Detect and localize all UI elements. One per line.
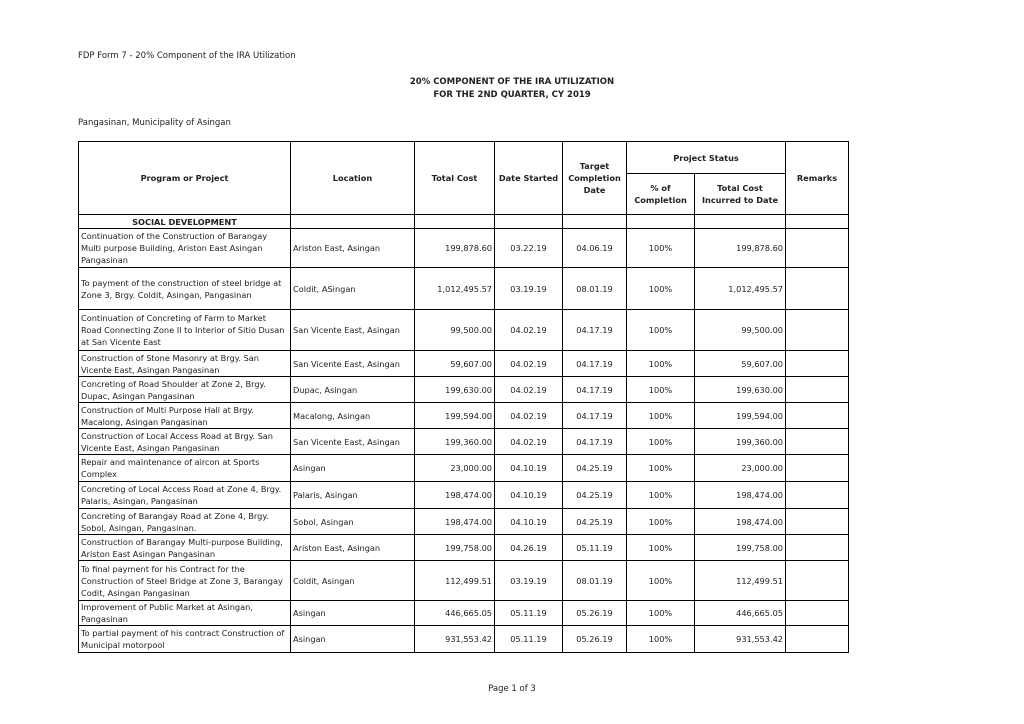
cell-remarks — [786, 455, 849, 482]
cell-program: Improvement of Public Market at Asingan, Pangasinan — [79, 601, 291, 626]
col-header-date-started: Date Started — [495, 142, 563, 215]
cell-target-completion: 04.17.19 — [563, 403, 627, 429]
cell-remarks — [786, 351, 849, 377]
report-title: 20% COMPONENT OF THE IRA UTILIZATION — [409, 77, 615, 87]
cell-cost-incurred: 112,499.51 — [695, 561, 786, 601]
cell-date-started: 05.11.19 — [495, 626, 563, 653]
cell-pct-completion: 100% — [627, 377, 695, 403]
cell-remarks — [786, 626, 849, 653]
cell-cost-incurred: 199,758.00 — [695, 535, 786, 561]
cell-total-cost: 199,878.60 — [415, 229, 495, 268]
table-body — [79, 215, 849, 653]
cell-total-cost: 199,758.00 — [415, 535, 495, 561]
cell-total-cost: 199,594.00 — [415, 403, 495, 429]
cell-remarks — [786, 377, 849, 403]
cell-target-completion: 04.06.19 — [563, 229, 627, 268]
table-row — [79, 601, 849, 626]
cell-remarks — [786, 601, 849, 626]
cell-date-started: 04.10.19 — [495, 509, 563, 535]
cell-location: Coldit, ASingan — [291, 268, 415, 310]
cell-pct-completion: 100% — [627, 601, 695, 626]
cell-location: Palaris, Asingan — [291, 482, 415, 509]
cell-target-completion: 08.01.19 — [563, 561, 627, 601]
cell-remarks — [786, 482, 849, 509]
table-row — [79, 403, 849, 429]
cell-total-cost: 99,500.00 — [415, 310, 495, 351]
cell-program: To payment of the construction of steel bridge at Zone 3, Brgy. Coldit, Asingan, Pangasinan — [79, 268, 291, 310]
cell-program: Construction of Stone Masonry at Brgy. San Vicente East, Asingan Pangasinan — [79, 351, 291, 377]
cell-program: Concreting of Road Shoulder at Zone 2, Brgy. Dupac, Asingan Pangasinan — [79, 377, 291, 403]
table-row — [79, 229, 849, 268]
cell-total-cost: 112,499.51 — [415, 561, 495, 601]
cell-remarks — [786, 403, 849, 429]
cell-program: Concreting of Local Access Road at Zone 4, Brgy. Palaris, Asingan, Pangasinan — [79, 482, 291, 509]
cell-pct-completion: 100% — [627, 455, 695, 482]
cell-program: Construction of Local Access Road at Brgy. San Vicente East, Asingan Pangasinan — [79, 429, 291, 455]
col-header-location: Location — [291, 142, 415, 215]
section-row — [79, 215, 849, 229]
cell-location: Asingan — [291, 601, 415, 626]
cell-pct-completion: 100% — [627, 310, 695, 351]
report-subtitle: FOR THE 2ND QUARTER, CY 2019 — [433, 90, 591, 100]
cell-date-started: 04.02.19 — [495, 403, 563, 429]
cell-location: Macalong, Asingan — [291, 403, 415, 429]
cell-total-cost: 23,000.00 — [415, 455, 495, 482]
cell-date-started: 04.02.19 — [495, 310, 563, 351]
col-header-program: Program or Project — [79, 142, 291, 215]
cell-target-completion: 04.25.19 — [563, 482, 627, 509]
cell-date-started: 04.10.19 — [495, 455, 563, 482]
cell-date-started: 03.22.19 — [495, 229, 563, 268]
cell-location: Dupac, Asingan — [291, 377, 415, 403]
cell-location: Ariston East, Asingan — [291, 535, 415, 561]
cell-remarks — [786, 429, 849, 455]
cell-cost-incurred: 1,012,495.57 — [695, 268, 786, 310]
cell-location: Ariston East, Asingan — [291, 229, 415, 268]
col-header-total-cost: Total Cost — [415, 142, 495, 215]
page-number: Page 1 of 3 — [488, 684, 536, 694]
utilization-table — [78, 141, 849, 653]
cell-total-cost: 198,474.00 — [415, 482, 495, 509]
cell-location: Coldit, Asingan — [291, 561, 415, 601]
cell-target-completion: 04.25.19 — [563, 509, 627, 535]
cell-cost-incurred: 99,500.00 — [695, 310, 786, 351]
cell-date-started: 04.26.19 — [495, 535, 563, 561]
cell-program: Repair and maintenance of aircon at Sports Complex — [79, 455, 291, 482]
cell-program: To final payment for his Contract for the Construction of Steel Bridge at Zone 3, Barangay Codit, Asingan Pangasinan — [79, 561, 291, 601]
cell-cost-incurred: 199,594.00 — [695, 403, 786, 429]
cell-target-completion: 04.25.19 — [563, 455, 627, 482]
cell-date-started: 04.10.19 — [495, 482, 563, 509]
cell-remarks — [786, 229, 849, 268]
cell-target-completion: 05.11.19 — [563, 535, 627, 561]
table-row — [79, 310, 849, 351]
cell-total-cost: 446,665.05 — [415, 601, 495, 626]
cell-date-started: 04.02.19 — [495, 429, 563, 455]
cell-program: Continuation of Concreting of Farm to Market Road Connecting Zone II to Interior of Sitio Dusan at San Vicente East — [79, 310, 291, 351]
cell-remarks — [786, 509, 849, 535]
cell-remarks — [786, 561, 849, 601]
table-row — [79, 351, 849, 377]
table-row — [79, 268, 849, 310]
cell-date-started: 04.02.19 — [495, 351, 563, 377]
cell-location: Asingan — [291, 626, 415, 653]
cell-pct-completion: 100% — [627, 626, 695, 653]
cell-pct-completion: 100% — [627, 561, 695, 601]
cell-target-completion: 04.17.19 — [563, 310, 627, 351]
section-label: SOCIAL DEVELOPMENT — [79, 215, 291, 229]
form-id: FDP Form 7 - 20% Component of the IRA Utilization — [78, 51, 296, 61]
cell-cost-incurred: 446,665.05 — [695, 601, 786, 626]
cell-target-completion: 08.01.19 — [563, 268, 627, 310]
cell-pct-completion: 100% — [627, 535, 695, 561]
cell-target-completion: 04.17.19 — [563, 377, 627, 403]
cell-target-completion: 04.17.19 — [563, 429, 627, 455]
cell-location: Sobol, Asingan — [291, 509, 415, 535]
cell-pct-completion: 100% — [627, 482, 695, 509]
cell-program: To partial payment of his contract Construction of Municipal motorpool — [79, 626, 291, 653]
cell-program: Concreting of Barangay Road at Zone 4, Brgy. Sobol, Asingan, Pangasinan. — [79, 509, 291, 535]
cell-location: San Vicente East, Asingan — [291, 310, 415, 351]
cell-pct-completion: 100% — [627, 403, 695, 429]
table-row — [79, 561, 849, 601]
cell-cost-incurred: 23,000.00 — [695, 455, 786, 482]
cell-total-cost: 199,360.00 — [415, 429, 495, 455]
cell-date-started: 03.19.19 — [495, 561, 563, 601]
cell-total-cost: 198,474.00 — [415, 509, 495, 535]
locality-line: Pangasinan, Municipality of Asingan — [78, 118, 231, 128]
cell-location: San Vicente East, Asingan — [291, 429, 415, 455]
cell-cost-incurred: 198,474.00 — [695, 482, 786, 509]
table-row — [79, 377, 849, 403]
table-row — [79, 482, 849, 509]
cell-date-started: 04.02.19 — [495, 377, 563, 403]
cell-target-completion: 05.26.19 — [563, 626, 627, 653]
cell-cost-incurred: 199,630.00 — [695, 377, 786, 403]
cell-pct-completion: 100% — [627, 351, 695, 377]
cell-program: Continuation of the Construction of Barangay Multi purpose Building, Ariston East Asingan Pangasinan — [79, 229, 291, 268]
cell-cost-incurred: 199,878.60 — [695, 229, 786, 268]
cell-pct-completion: 100% — [627, 268, 695, 310]
cell-location: Asingan — [291, 455, 415, 482]
cell-target-completion: 05.26.19 — [563, 601, 627, 626]
cell-cost-incurred: 931,553.42 — [695, 626, 786, 653]
cell-remarks — [786, 268, 849, 310]
cell-program: Construction of Barangay Multi-purpose Building, Ariston East Asingan Pangasinan — [79, 535, 291, 561]
cell-location: San Vicente East, Asingan — [291, 351, 415, 377]
cell-program: Construction of Multi Purpose Hall at Brgy. Macalong, Asingan Pangasinan — [79, 403, 291, 429]
cell-remarks — [786, 535, 849, 561]
col-header-remarks: Remarks — [786, 142, 849, 215]
col-header-target-completion: Target Completion Date — [563, 142, 627, 215]
table-row — [79, 455, 849, 482]
table-row — [79, 509, 849, 535]
col-header-pct-completion: % of Completion — [627, 174, 695, 215]
col-header-cost-incurred: Total Cost Incurred to Date — [695, 174, 786, 215]
cell-target-completion: 04.17.19 — [563, 351, 627, 377]
cell-pct-completion: 100% — [627, 229, 695, 268]
cell-total-cost: 1,012,495.57 — [415, 268, 495, 310]
col-header-project-status: Project Status — [627, 142, 786, 174]
table-row — [79, 429, 849, 455]
cell-cost-incurred: 198,474.00 — [695, 509, 786, 535]
table-row — [79, 535, 849, 561]
cell-remarks — [786, 310, 849, 351]
cell-cost-incurred: 59,607.00 — [695, 351, 786, 377]
cell-total-cost: 59,607.00 — [415, 351, 495, 377]
table-row — [79, 626, 849, 653]
cell-pct-completion: 100% — [627, 429, 695, 455]
cell-total-cost: 931,553.42 — [415, 626, 495, 653]
cell-date-started: 03.19.19 — [495, 268, 563, 310]
cell-cost-incurred: 199,360.00 — [695, 429, 786, 455]
cell-total-cost: 199,630.00 — [415, 377, 495, 403]
cell-date-started: 05.11.19 — [495, 601, 563, 626]
cell-pct-completion: 100% — [627, 509, 695, 535]
